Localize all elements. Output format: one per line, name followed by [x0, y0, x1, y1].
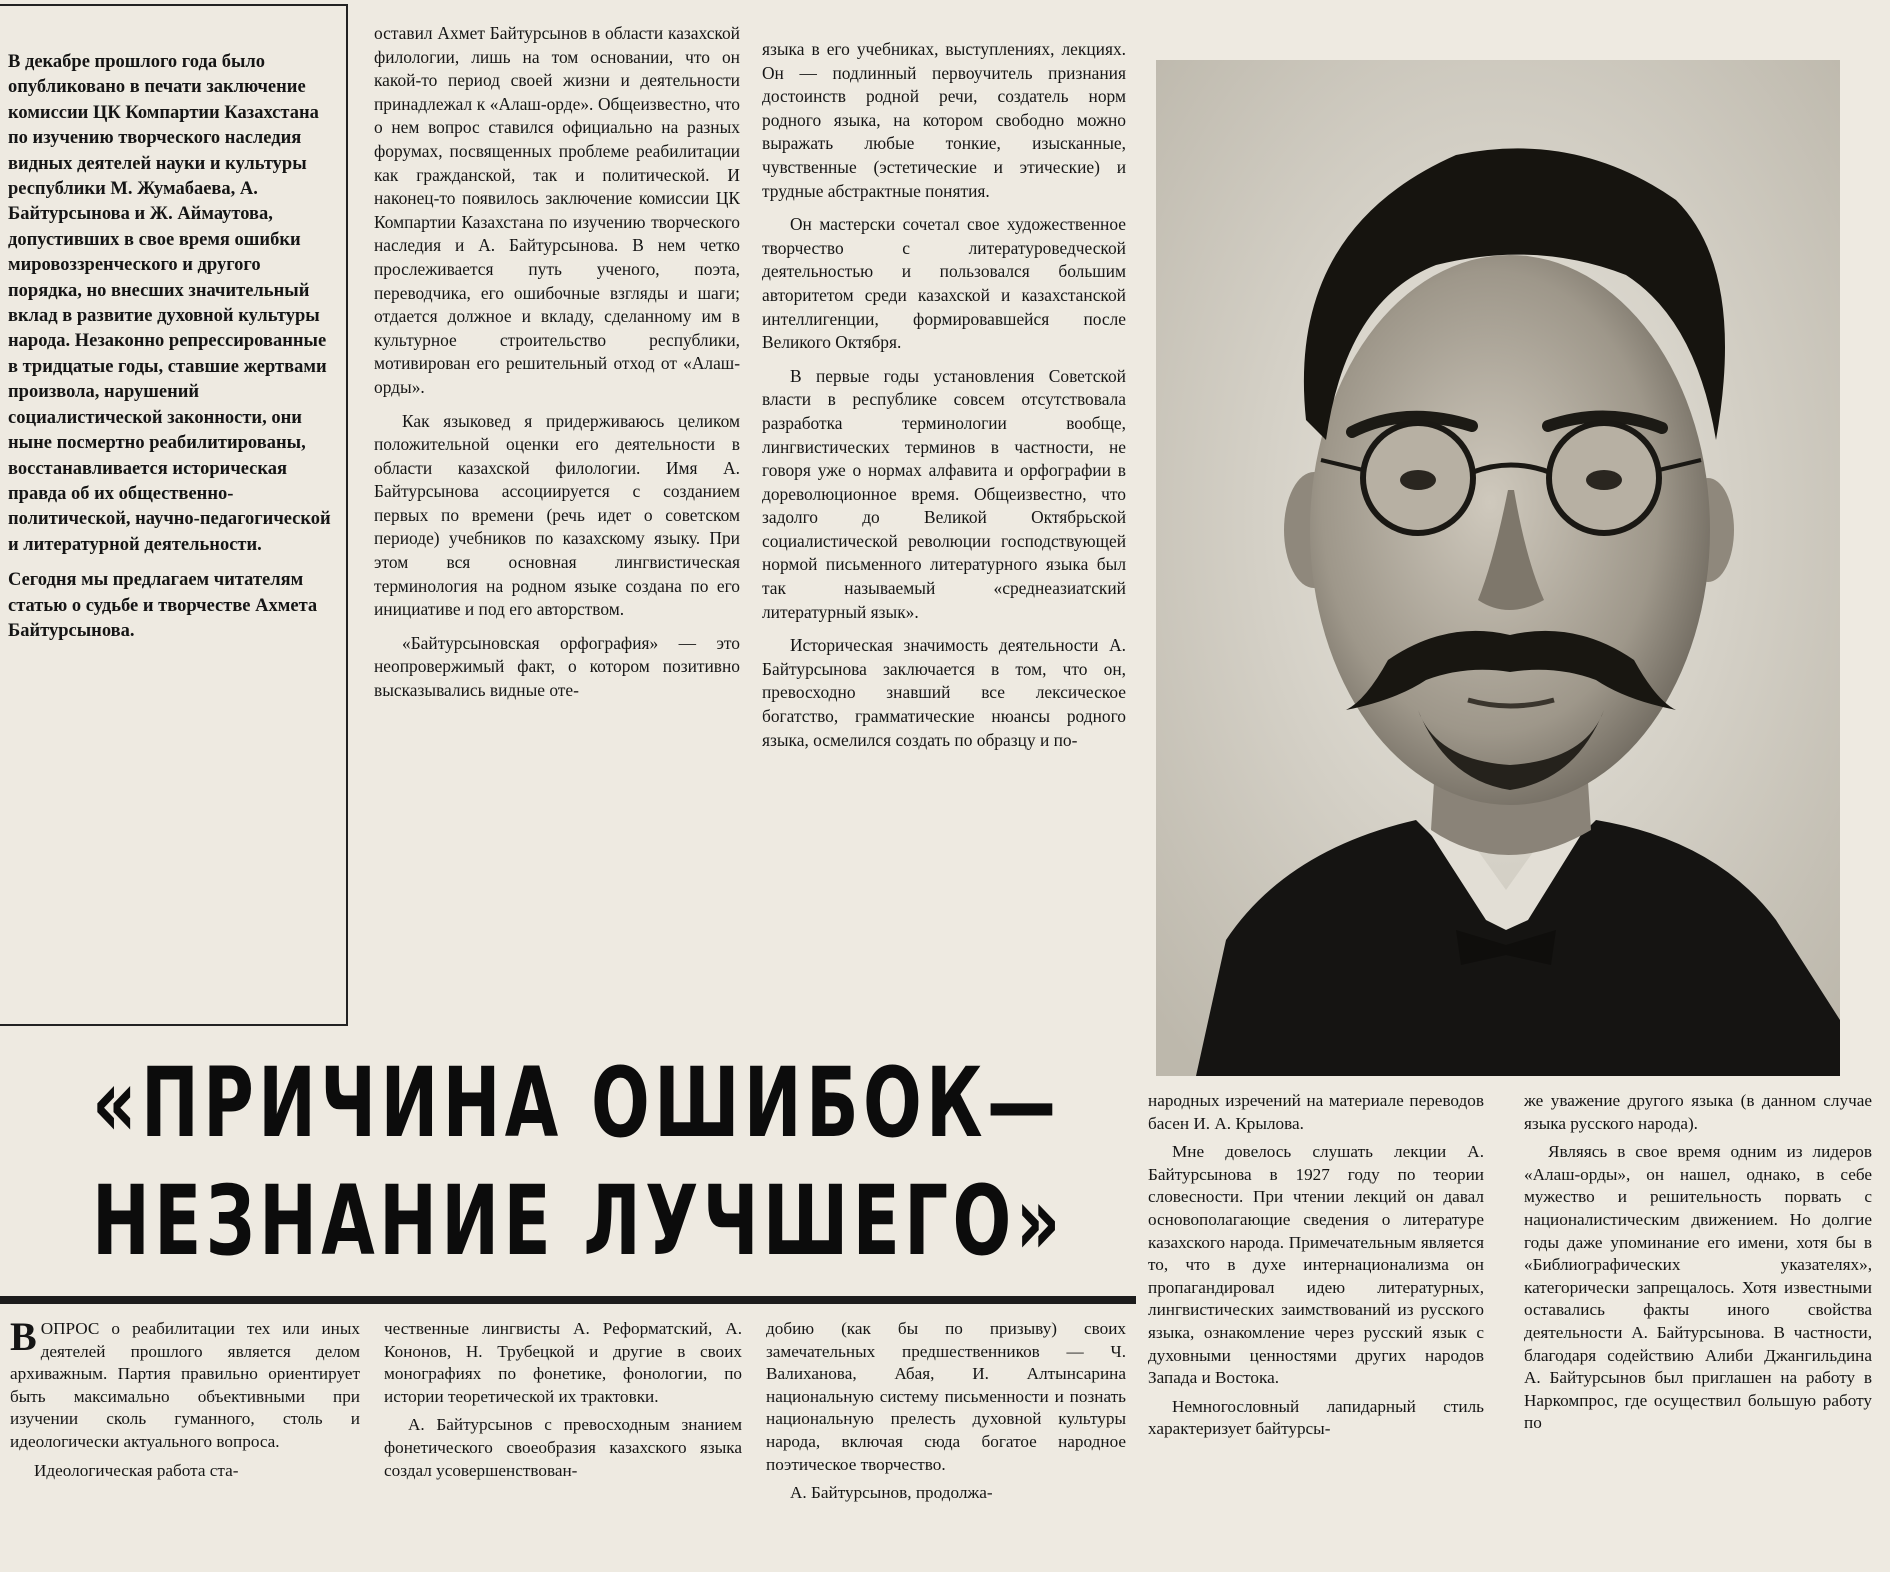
paragraph: чественные лингвисты А. Реформатский, А. Кононов, Н. Трубецкой и другие в своих монографиях по фонетике, фонологии, по истории теоретической их трактовки.	[384, 1319, 742, 1406]
paragraph: В первые годы установления Советской власти в республике совсем отсутствовала разработка терминологии вообще, лингвистических терминов в частности, не говоря уже о нормах алфавита и орфографии в дореволюционное время. Общеизвестно, что задолго до Великой Октябрьской социалистической революции господствующей нормой письменного литературного языка был так называемый «среднеазиатский литературный язык».	[762, 365, 1126, 622]
paragraph-text: ОПРОС о реабилитации тех или иных деятелей прошлого является делом архиважным. Партия правильно ориентирует быть максимально объективными при изучении сколь гуманного, столь и идеологически актуального вопроса.	[10, 1319, 360, 1451]
article-column-upper-1	[374, 22, 740, 1042]
headline-rule	[0, 1296, 1136, 1304]
lead-paragraph: В декабре прошлого года было опубликовано в печати заключение комиссии ЦК Компартии Казахстана по изучению творческого наследия видных деятелей науки и культуры республики М. Жумабаева, А. Байтурсынова и Ж. Аймаутова, допустивших в свое время ошибки мировоззренческого и другого порядка, но внесших значительный вклад в развитие духовной культуры народа. Незаконно репрессированные в тридцатые годы, ставшие жертвами произвола, нарушений социалистической законности, они ныне посмертно реабилитированы, восстанавливается историческая правда об их общественно-политической, научно-педагогической и литературной деятельности.	[8, 52, 331, 555]
article-column-right-1	[1148, 1090, 1484, 1572]
paragraph: Являясь в свое время одним из лидеров «Алаш-орды», он нашел, однако, в себе мужество и решительность порвать с националистическим движением. Но долгие годы даже упоминание его имени, хотя бы в «Библиографических указателях», категорически запрещалось. Хотя известными оставались факты иного свойства деятельности А. Байтурсынова. В частности, благодаря содействию Алиби Джангильдина А. Байтурсынов был приглашен на работу в Наркомпрос, где осуществил большую работу по	[1524, 1142, 1872, 1433]
paragraph: Немногословный лапидарный стиль характеризует байтурсы-	[1148, 1396, 1484, 1439]
paragraph: добию (как бы по призыву) своих замечательных предшественников — Ч. Валиханова, Абая, И. Алтынсарина национальную систему письменности и познать национальную прелесть духовной культуры народа, включая сюда богатое народное поэтическое творчество.	[766, 1319, 1126, 1474]
article-column-lower-1	[10, 1314, 360, 1572]
portrait-photo	[1156, 60, 1840, 1076]
article-column-lower-3	[766, 1318, 1126, 1572]
headline-line-1: «ПРИЧИНА ОШИБОК—	[92, 1047, 1061, 1159]
headline	[92, 1044, 1065, 1288]
article-column-lower-2	[384, 1318, 742, 1572]
opening-paragraph	[10, 1314, 360, 1454]
drop-cap: В	[10, 1314, 37, 1359]
paragraph: Он мастерски сочетал свое художественное творчество с литературоведческой деятельностью и пользовался большим авторитетом среди казахской и казахстанской интеллигенции, формировавшейся после Великого Октября.	[762, 214, 1126, 353]
paragraph: «Байтурсыновская орфография» — это неопровержимый факт, о котором позитивно высказывались видные оте-	[374, 632, 740, 701]
article-column-right-2	[1524, 1090, 1872, 1572]
paragraph: А. Байтурсынов, продолжа-	[790, 1483, 993, 1503]
paragraph: же уважение другого языка (в данном случае языка русского народа).	[1524, 1091, 1872, 1133]
paragraph: языка в его учебниках, выступлениях, лекциях. Он — подлинный первоучитель признания достоинств родной речи, создатель норм родного языка, на котором свободно можно выражать любые тонкие, изысканные, чувственные (эстетические и этические) и трудные абстрактные понятия.	[762, 39, 1126, 201]
paragraph: Историческая значимость деятельности А. Байтурсынова заключается в том, что он, превосходно знавший все лексическое богатство, грамматические нюансы родного языка, осмелился создать по образцу и по-	[762, 635, 1126, 750]
paragraph: народных изречений на материале переводов басен И. А. Крылова.	[1148, 1091, 1484, 1133]
portrait-illustration	[1156, 60, 1840, 1076]
lead-box	[0, 4, 348, 1026]
article-column-upper-2	[762, 38, 1126, 1042]
paragraph: оставил Ахмет Байтурсынов в области казахской филологии, лишь на том основании, что он какой-то период своей жизни и деятельности принадлежал к «Алаш-орде». Общеизвестно, что о нем вопрос ставился официально на разных форумах, посвященных проблеме реабилитации как гражданской, так и политической. И наконец-то появилось заключение комиссии ЦК Компартии Казахстана по изучению творческого наследия и А. Байтурсынова. В нем четко прослеживается путь ученого, поэта, переводчика, его ошибочные взгляды и шаги; отдается должное и вкладу, сделанному им в культурное строительство республики, мотивирован его решительный отход от «Алаш-орды».	[374, 23, 740, 397]
lead-paragraph: Сегодня мы предлагаем читателям статью о судьбе и творчестве Ахмета Байтурсынова.	[8, 570, 318, 641]
paragraph: Мне довелось слушать лекции А. Байтурсынова в 1927 году по теории словесности. При чтении лекций он давал основополагающие сведения о литературе казахского народа. Примечательным является то, что в духе интернационализма он пропагандировал идею литературных, лингвистических заимствований из русского языка, ознакомление через русский язык с духовными ценностями других народов Запада и Востока.	[1148, 1142, 1484, 1388]
paragraph: Как языковед я придерживаюсь целиком положительной оценки его деятельности в области казахской филологии. Имя А. Байтурсынова ассоциируется с созданием первых по времени (речь идет о советском периоде) учебников по казахскому языку. При этом вся основная лингвистическая терминология на родном языке создана по его инициативе и под его авторством.	[374, 410, 740, 620]
paragraph: А. Байтурсынов с превосходным знанием фонетического своеобразия казахского языка создал усовершенствован-	[384, 1415, 742, 1480]
paragraph: Идеологическая работа ста-	[34, 1460, 239, 1480]
headline-line-2: НЕЗНАНИЕ ЛУЧШЕГО»	[92, 1165, 1065, 1277]
